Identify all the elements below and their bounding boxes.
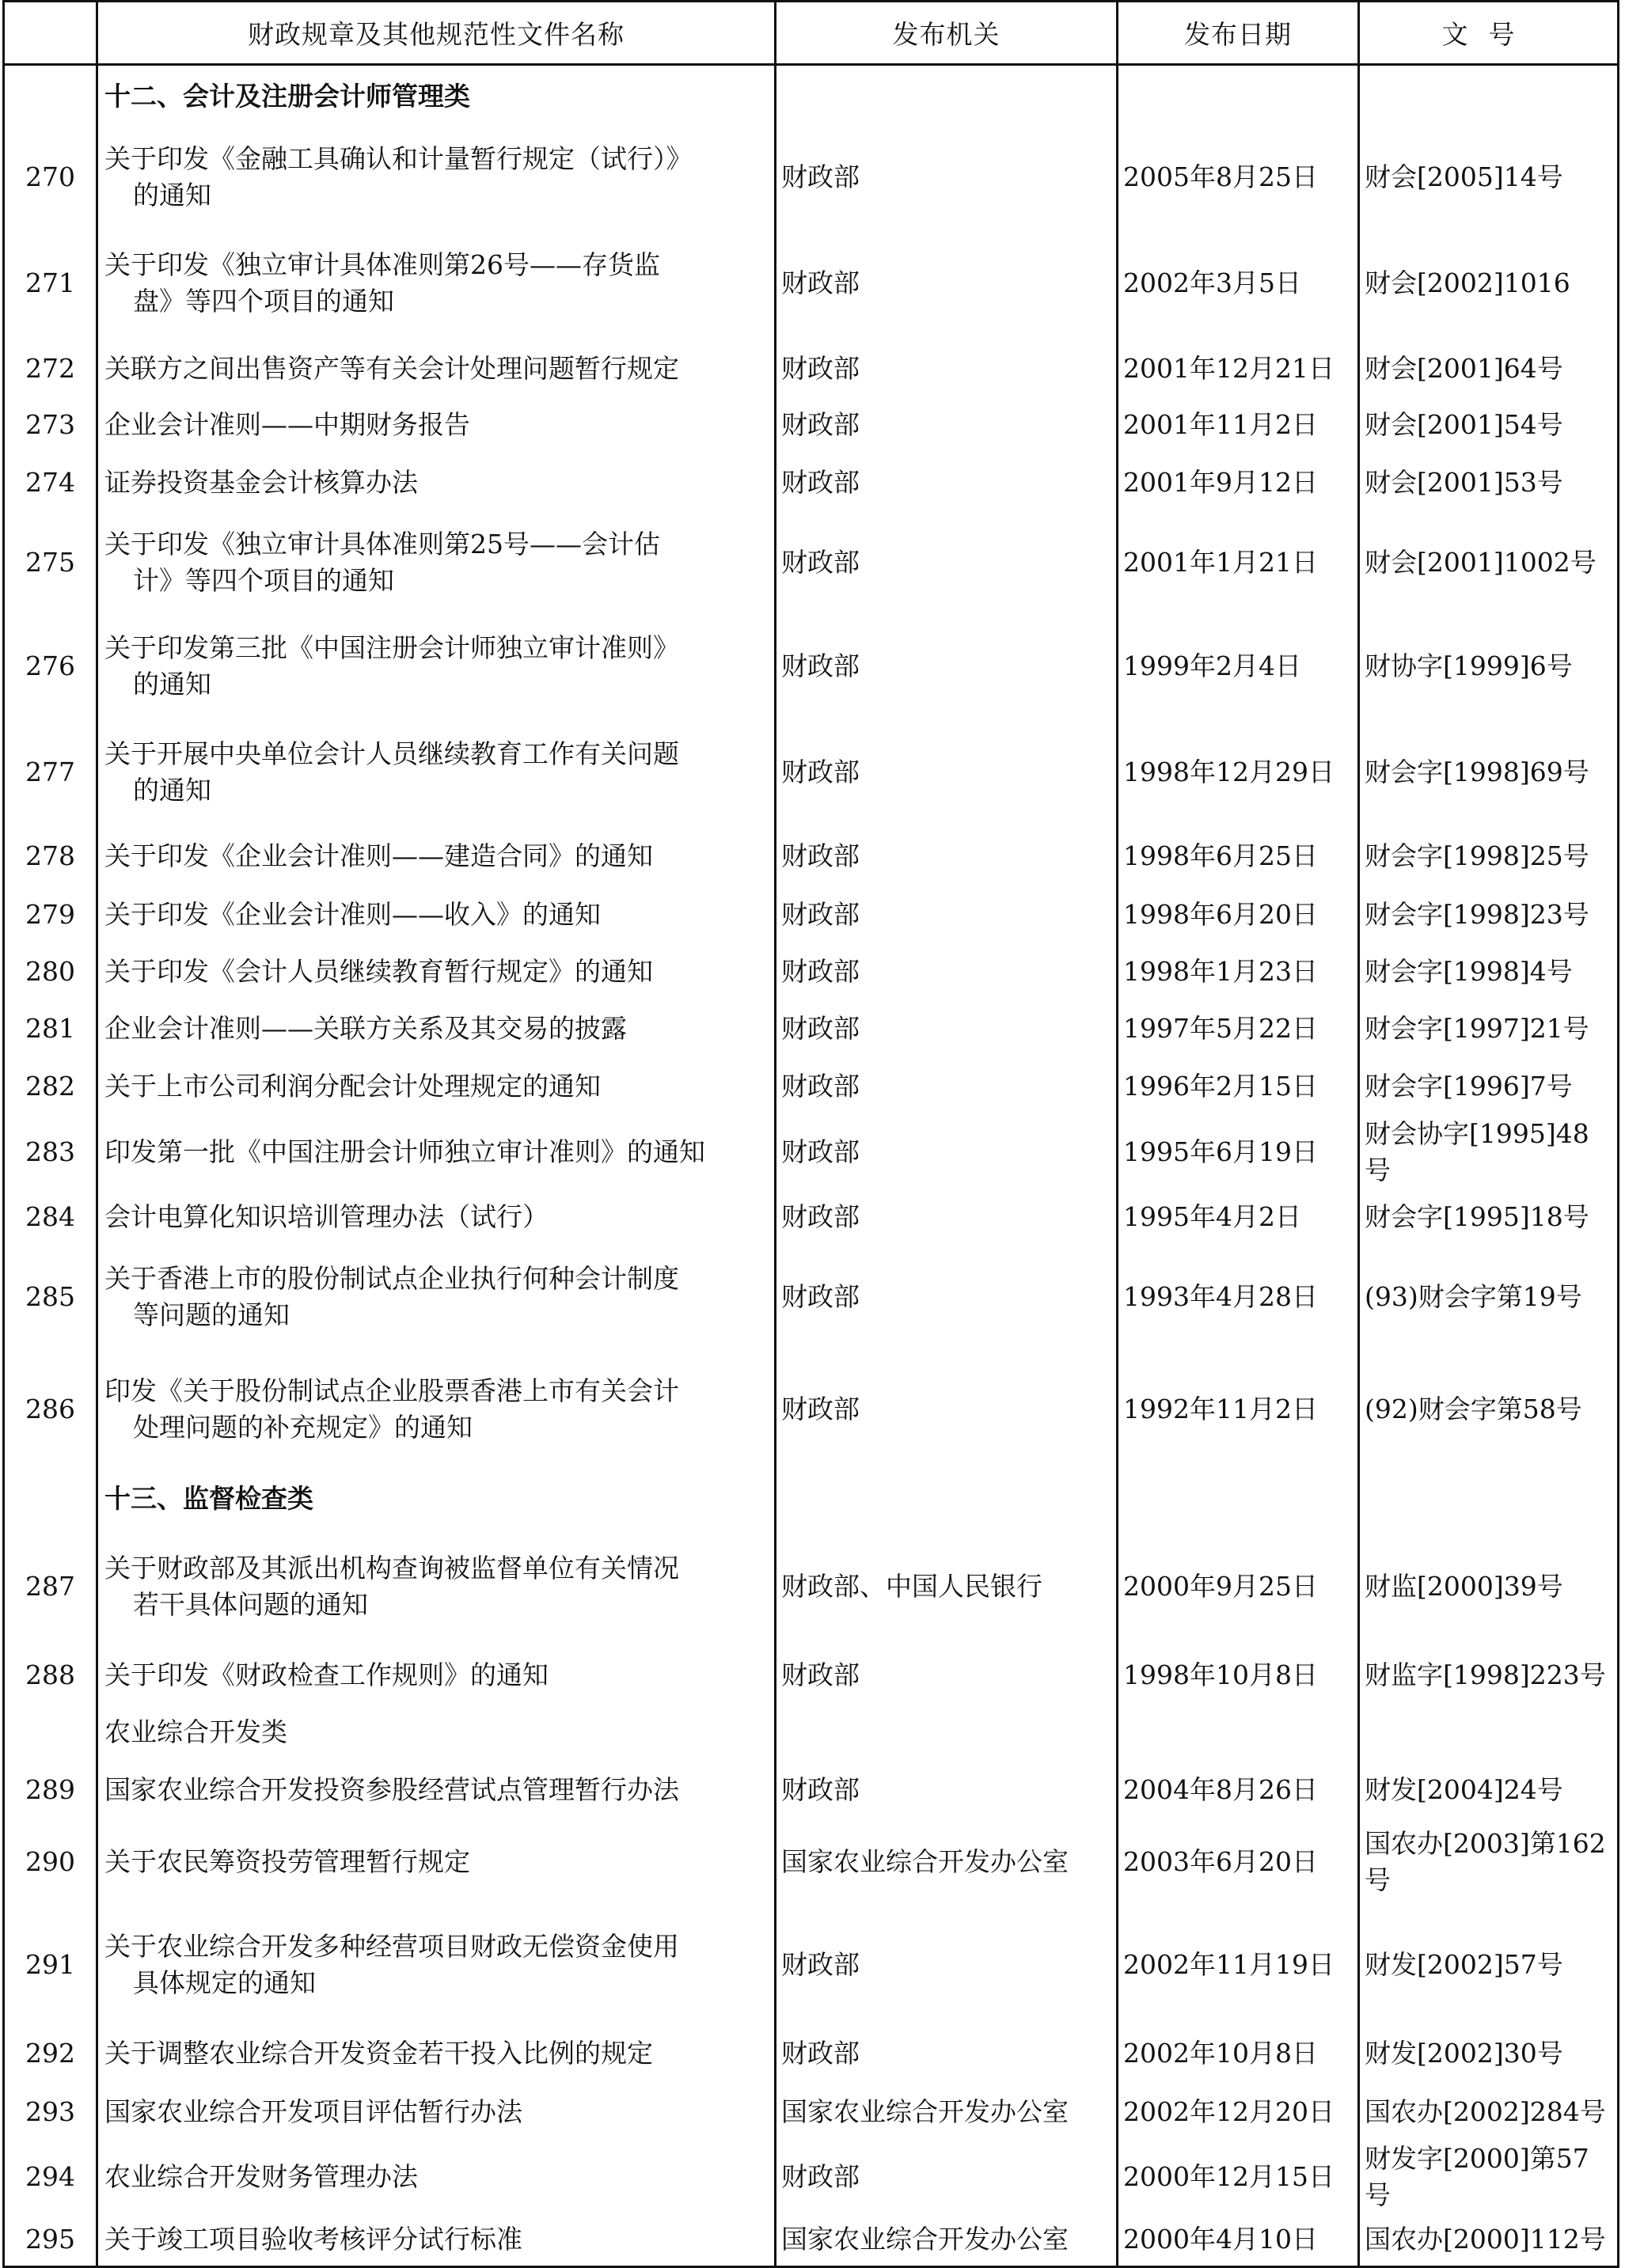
row-date: 2001年12月21日 [1118,341,1359,396]
row-date: 2003年6月20日 [1118,1819,1359,1906]
table-row [4,615,1619,718]
row-date: 2001年11月2日 [1118,396,1359,454]
row-name: 印发第一批《中国注册会计师独立审计准则》的通知 [97,1116,776,1189]
row-org: 国家农业综合开发办公室 [776,2084,1118,2141]
header-number [4,2,97,65]
row-doc: 财会[2001]64号 [1359,341,1619,396]
row-date: 2001年9月12日 [1118,454,1359,511]
row-org: 国家农业综合开发办公室 [776,1819,1118,1906]
row-date: 2001年1月21日 [1118,511,1359,615]
table-row [4,1189,1619,1246]
row-doc: (93)财会字第19号 [1359,1246,1619,1348]
row-name: 农业综合开发财务管理办法 [97,2141,776,2213]
row-date: 2000年12月15日 [1118,2141,1359,2213]
row-number: 290 [4,1819,97,1906]
header-org: 发布机关 [776,2,1118,65]
row-name: 关于印发《独立审计具体准则第25号——会计估 计》等四个项目的通知 [97,511,776,615]
row-number: 284 [4,1189,97,1246]
row-doc: 财会字[1997]21号 [1359,1001,1619,1057]
row-name: 关于印发《金融工具确认和计量暂行规定（试行）》 的通知 [97,128,776,226]
section-title: 农业综合开发类 [97,1704,776,1762]
header-name: 财政规章及其他规范性文件名称 [97,2,776,65]
row-name: 国家农业综合开发投资参股经营试点管理暂行办法 [97,1762,776,1819]
row-number: 277 [4,718,97,827]
row-number: 274 [4,454,97,511]
section-title: 十二、会计及注册会计师管理类 [97,65,776,128]
row-doc: 财会字[1998]23号 [1359,886,1619,943]
row-name: 关于印发《企业会计准则——建造合同》的通知 [97,827,776,886]
row-doc: 财会[2005]14号 [1359,128,1619,226]
row-number: 292 [4,2024,97,2084]
table-row [4,341,1619,396]
row-name: 关联方之间出售资产等有关会计处理问题暂行规定 [97,341,776,396]
table-row [4,2084,1619,2141]
row-date: 2005年8月25日 [1118,128,1359,226]
table-row [4,1246,1619,1348]
row-doc: 财发[2002]57号 [1359,1906,1619,2024]
section-row [4,1704,1619,1762]
row-org: 财政部 [776,827,1118,886]
table-row [4,1527,1619,1647]
row-number: 276 [4,615,97,718]
row-org: 财政部 [776,2141,1118,2213]
row-doc: 财协字[1999]6号 [1359,615,1619,718]
row-number: 272 [4,341,97,396]
row-date: 1998年10月8日 [1118,1647,1359,1704]
row-name: 证券投资基金会计核算办法 [97,454,776,511]
row-number: 289 [4,1762,97,1819]
row-number: 280 [4,943,97,1001]
row-org: 财政部 [776,511,1118,615]
row-date: 1998年6月25日 [1118,827,1359,886]
table-row [4,226,1619,341]
row-number: 287 [4,1527,97,1647]
header-row [4,2,1619,65]
row-name: 企业会计准则——中期财务报告 [97,396,776,454]
table-row [4,396,1619,454]
table-row [4,886,1619,943]
row-date: 1998年1月23日 [1118,943,1359,1001]
row-name: 关于香港上市的股份制试点企业执行何种会计制度 等问题的通知 [97,1246,776,1348]
row-org: 财政部 [776,2024,1118,2084]
row-name: 关于印发《企业会计准则——收入》的通知 [97,886,776,943]
table-row [4,2213,1619,2267]
row-name: 关于农民筹资投劳管理暂行规定 [97,1819,776,1906]
row-number: 288 [4,1647,97,1704]
row-org: 财政部 [776,1348,1118,1471]
row-date: 2002年11月19日 [1118,1906,1359,2024]
row-org: 财政部 [776,718,1118,827]
row-org: 财政部 [776,1057,1118,1116]
row-doc: 财会字[1995]18号 [1359,1189,1619,1246]
row-name: 关于印发《会计人员继续教育暂行规定》的通知 [97,943,776,1001]
section-row [4,65,1619,128]
table-row [4,1647,1619,1704]
row-number: 293 [4,2084,97,2141]
row-doc: 财发[2002]30号 [1359,2024,1619,2084]
row-doc: 国农办[2000]112号 [1359,2213,1619,2267]
row-number: 285 [4,1246,97,1348]
row-date: 2000年4月10日 [1118,2213,1359,2267]
row-name: 关于财政部及其派出机构查询被监督单位有关情况 若干具体问题的通知 [97,1527,776,1647]
row-name: 关于印发《财政检查工作规则》的通知 [97,1647,776,1704]
row-date: 1999年2月4日 [1118,615,1359,718]
row-number: 286 [4,1348,97,1471]
row-doc: (92)财会字第58号 [1359,1348,1619,1471]
table-row [4,718,1619,827]
row-org: 财政部 [776,1906,1118,2024]
row-org: 财政部 [776,886,1118,943]
section-row [4,1471,1619,1527]
row-date: 2004年8月26日 [1118,1762,1359,1819]
row-name: 关于印发第三批《中国注册会计师独立审计准则》 的通知 [97,615,776,718]
row-doc: 财发字[2000]第57号 [1359,2141,1619,2213]
row-doc: 财会[2001]53号 [1359,454,1619,511]
header-date: 发布日期 [1118,2,1359,65]
row-number: 295 [4,2213,97,2267]
row-org: 财政部 [776,1001,1118,1057]
row-number: 271 [4,226,97,341]
table-row [4,511,1619,615]
row-org: 财政部 [776,1116,1118,1189]
row-org: 财政部 [776,226,1118,341]
row-number: 278 [4,827,97,886]
row-doc: 财会[2001]54号 [1359,396,1619,454]
row-org: 财政部 [776,454,1118,511]
row-number: 270 [4,128,97,226]
row-number: 281 [4,1001,97,1057]
table-row [4,2024,1619,2084]
row-org: 财政部 [776,1762,1118,1819]
row-doc: 财会字[1998]69号 [1359,718,1619,827]
row-org: 财政部 [776,1647,1118,1704]
row-org: 国家农业综合开发办公室 [776,2213,1118,2267]
row-date: 2000年9月25日 [1118,1527,1359,1647]
section-title: 十三、监督检查类 [97,1471,776,1527]
table-row [4,1348,1619,1471]
row-number: 275 [4,511,97,615]
row-name: 关于印发《独立审计具体准则第26号——存货监 盘》等四个项目的通知 [97,226,776,341]
table-row [4,454,1619,511]
table-row [4,1116,1619,1189]
row-date: 1995年6月19日 [1118,1116,1359,1189]
row-name: 关于调整农业综合开发资金若干投入比例的规定 [97,2024,776,2084]
row-name: 企业会计准则——关联方关系及其交易的披露 [97,1001,776,1057]
table-row [4,943,1619,1001]
row-date: 1998年6月20日 [1118,886,1359,943]
table-row [4,2141,1619,2213]
row-doc: 财会字[1996]7号 [1359,1057,1619,1116]
header-doc: 文号 [1359,2,1619,65]
row-org: 财政部、中国人民银行 [776,1527,1118,1647]
table-row [4,1906,1619,2024]
row-name: 关于上市公司利润分配会计处理规定的通知 [97,1057,776,1116]
row-date: 2002年12月20日 [1118,2084,1359,2141]
table-row [4,1001,1619,1057]
row-name: 关于竣工项目验收考核评分试行标准 [97,2213,776,2267]
table-row [4,1819,1619,1906]
row-doc: 国农办[2003]第162 号 [1359,1819,1619,1906]
table-row [4,128,1619,226]
row-name: 会计电算化知识培训管理办法（试行） [97,1189,776,1246]
row-org: 财政部 [776,1246,1118,1348]
row-doc: 财会协字[1995]48号 [1359,1116,1619,1189]
row-name: 关于农业综合开发多种经营项目财政无偿资金使用 具体规定的通知 [97,1906,776,2024]
row-name: 关于开展中央单位会计人员继续教育工作有关问题 的通知 [97,718,776,827]
table-row [4,1762,1619,1819]
row-org: 财政部 [776,128,1118,226]
row-doc: 财监字[1998]223号 [1359,1647,1619,1704]
row-org: 财政部 [776,396,1118,454]
row-name: 国家农业综合开发项目评估暂行办法 [97,2084,776,2141]
row-number: 273 [4,396,97,454]
row-number: 294 [4,2141,97,2213]
row-org: 财政部 [776,1189,1118,1246]
row-date: 1993年4月28日 [1118,1246,1359,1348]
table-row [4,1057,1619,1116]
row-doc: 财监[2000]39号 [1359,1527,1619,1647]
row-date: 1996年2月15日 [1118,1057,1359,1116]
table-row [4,827,1619,886]
row-doc: 财发[2004]24号 [1359,1762,1619,1819]
row-date: 1995年4月2日 [1118,1189,1359,1246]
row-number: 283 [4,1116,97,1189]
regulations-table [2,0,1619,2268]
row-date: 1992年11月2日 [1118,1348,1359,1471]
row-number: 279 [4,886,97,943]
row-number: 282 [4,1057,97,1116]
row-date: 1998年12月29日 [1118,718,1359,827]
row-org: 财政部 [776,615,1118,718]
row-number: 291 [4,1906,97,2024]
row-name: 印发《关于股份制试点企业股票香港上市有关会计 处理问题的补充规定》的通知 [97,1348,776,1471]
row-doc: 财会字[1998]25号 [1359,827,1619,886]
row-doc: 财会[2002]1016 [1359,226,1619,341]
row-date: 2002年3月5日 [1118,226,1359,341]
row-date: 1997年5月22日 [1118,1001,1359,1057]
row-date: 2002年10月8日 [1118,2024,1359,2084]
row-doc: 财会[2001]1002号 [1359,511,1619,615]
row-doc: 国农办[2002]284号 [1359,2084,1619,2141]
row-doc: 财会字[1998]4号 [1359,943,1619,1001]
row-org: 财政部 [776,943,1118,1001]
row-org: 财政部 [776,341,1118,396]
